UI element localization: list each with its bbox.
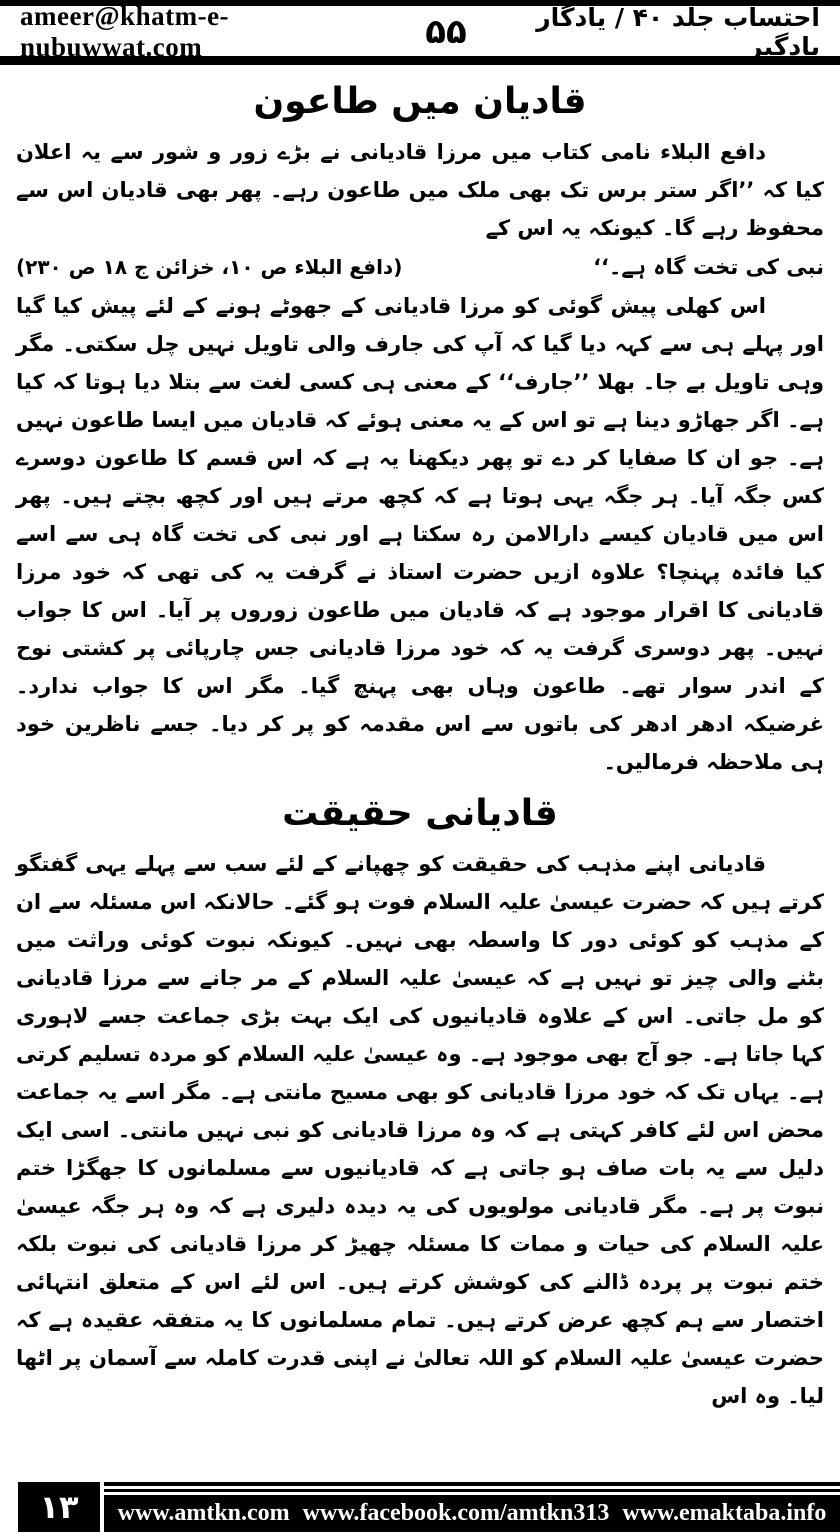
footer-page-number-box: [18, 1482, 100, 1532]
footer-link-facebook: www.facebook.com/amtkn313: [302, 1500, 610, 1526]
footer-page-number: ۱۳: [39, 1488, 79, 1526]
header-email-text: ameer@khatm-e-nubuwwat.com: [20, 0, 230, 62]
page-header: [0, 0, 840, 62]
footer-stripe-line: [104, 1482, 840, 1486]
footer-right-block: [104, 1482, 840, 1532]
source-citation: (دافع البلاء ص ۱۰، خزائن ج ۱۸ ص ۲۳۰): [16, 255, 403, 279]
header-page-number: ۵۵: [425, 11, 467, 52]
paragraph-qadiani-reality: قادیانی اپنے مذہب کی حقیقت کو چھپانے کے لئے سب سے پہلے یہی گفتگو کرتے ہیں کہ حضرت عیسیٰ علیہ السلام فوت ہو گئے۔ حالانکہ اس مسئلہ سے ان کے مذہب کو کوئی دور کا واسطہ بھی نہیں۔ کیونکہ نبوت کوئی وراثت میں بٹنے والی چیز تو نہیں ہے کہ عیسیٰ علیہ السلام کے مر جانے سے مرزا قادیانی کو مل جاتی۔ اس کے علاوہ قادیانیوں کی ایک بہت بڑی جماعت جسے لاہوری کہا جاتا ہے۔ جو آج بھی موجود ہے۔ وہ عیسیٰ علیہ السلام کو مردہ تسلیم کرتی ہے۔ یہاں تک کہ خود مرزا قادیانی کو بھی مسیح مانتی ہے۔ مگر اسے یہ جماعت محض اس لئے کافر کہتی ہے کہ وہ مرزا قادیانی کو نبی نہیں مانتی۔ اسی ایک دلیل سے یہ بات صاف ہو جاتی ہے کہ قادیانیوں سے مسلمانوں کا جھگڑا ختم نبوت پر ہے۔ مگر قادیانی مولویوں کی یہ دیدہ دلیری ہے کہ وہ ہر جگہ عیسیٰ علیہ السلام کی حیات و ممات کا مسئلہ چھیڑ کر مرزا قادیانی کی نبوت بلکہ ختم نبوت پر پردہ ڈالنے کی کوشش کرتے ہیں۔ اس لئے اس کے متعلق انتہائی اختصار سے ہم کچھ عرض کرتے ہیں۔ تمام مسلمانوں کا یہ متفقہ عقیدہ ہے کہ حضرت عیسیٰ علیہ السلام کو اللہ تعالیٰ نے اپنی قدرت کاملہ سے آسمان پر اٹھا لیا۔ وہ اس: [16, 852, 824, 1408]
section-heading-qadiani-haqiqat: قادیانی حقیقت: [282, 793, 558, 834]
header-book-title: احتساب جلد ۴۰ / یادگار یادگیر: [536, 2, 820, 61]
page-body: [0, 65, 840, 1415]
page-footer: [0, 1482, 840, 1532]
quote-tail-text: نبی کی تخت گاہ ہے۔‘‘: [593, 255, 824, 279]
paragraph-refutation-of-prophecy: اس کھلی پیش گوئی کو مرزا قادیانی کے جھوٹے ہونے کے لئے پیش کیا گیا اور پہلے ہی سے کہہ دیا گیا کہ آپ کی جارف والی تاویل نہیں چل سکتی۔ مگر وہی تاویل بے جا۔ بھلا ’’جارف‘‘ کے معنی ہی کسی لغت سے بتلا دیا ہوتا کہ کیا ہے۔ اگر جھاڑو دینا ہے تو اس کے یہ معنی ہوئے کہ قادیان میں ایسا طاعون نہیں ہے۔ جو ان کا صفایا کر دے تو پھر دیکھنا یہ ہے کہ اس قسم کا طاعون دوسرے کس جگہ آیا۔ ہر جگہ یہی ہوتا ہے کہ کچھ مرتے ہیں اور کچھ بچتے ہیں۔ پھر اس میں قادیان کیسے دارالامن رہ سکتا ہے اور نبی کی تخت گاہ ہی سے اسے کیا فائدہ پہنچا؟ علاوہ ازیں حضرت استاذ نے گرفت یہ کی تھی کہ خود مرزا قادیانی کا اقرار موجود ہے کہ قادیان میں طاعون زوروں پر آیا۔ اس کا جواب نہیں۔ پھر دوسری گرفت یہ کہ خود مرزا قادیانی جس چارپائی پر کشتی نوح کے اندر سوار تھے۔ طاعون وہاں بھی پہنچ گیا۔ مگر اس کا جواب ندارد۔ غرضیکہ ادھر ادھر کی باتوں سے اس مقدمہ کو پر کر دیا۔ جسے ناظرین خود ہی ملاحظہ فرمالیں۔: [16, 294, 824, 774]
section-heading-plague-in-qadian: قادیان میں طاعون: [253, 81, 587, 122]
paragraph-quote-dafi-ul-bala: دافع البلاء نامی کتاب میں مرزا قادیانی نے بڑے زور و شور سے یہ اعلان کیا کہ ’’اگر ستر برس تک بھی ملک میں طاعون رہے۔ پھر بھی قادیان اس سے محفوظ رہے گا۔ کیونکہ یہ اس کے: [16, 140, 824, 240]
footer-link-amtkn: www.amtkn.com: [117, 1500, 290, 1526]
footer-links-bar: [104, 1495, 840, 1532]
quote-end-and-citation-row: [16, 247, 824, 287]
footer-stripe-line: [104, 1489, 840, 1492]
footer-link-emaktaba: www.emaktaba.info: [622, 1500, 827, 1526]
